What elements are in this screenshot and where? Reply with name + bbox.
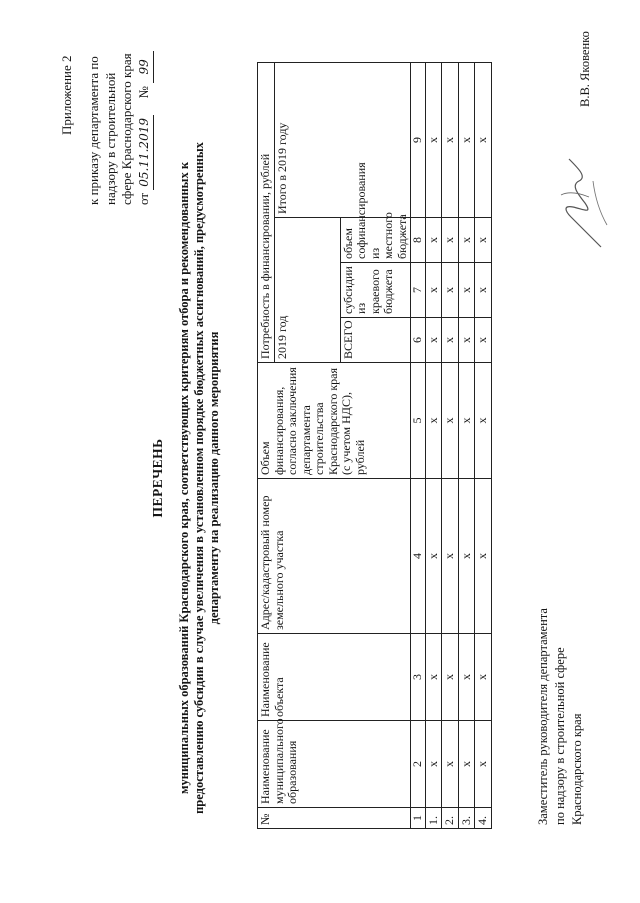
date-prefix: от [135, 192, 151, 205]
column-number: 4 [411, 479, 426, 634]
table-cell: х [442, 634, 459, 721]
column-number: 1 [411, 808, 426, 829]
table-cell: 3. [458, 808, 475, 829]
table-cell: х [425, 479, 442, 634]
table-cell: х [475, 318, 492, 363]
table-cell: х [458, 363, 475, 479]
table-cell: х [458, 62, 475, 217]
table-cell: х [425, 263, 442, 318]
heading-line-1: муниципальных образований Краснодарского края, соответствующих критериям отбора и рекомендованных к [177, 161, 191, 795]
column-number: 3 [411, 634, 426, 721]
table-row [425, 62, 442, 828]
header-volume: Объем финансирования, согласно заключения департамента строительства Краснодарского края (с учетом НДС), рублей [258, 363, 411, 479]
table-cell: х [425, 721, 442, 808]
table-cell: х [475, 218, 492, 263]
header-need: Потребность в финансировании, рублей [258, 62, 275, 362]
table-cell: х [442, 318, 459, 363]
signatory-name: В.В. Яковенко [578, 31, 592, 107]
header-subsidy: субсидии из краевого бюджета [340, 263, 411, 318]
table-cell: х [458, 634, 475, 721]
header-total: ВСЕГО [340, 318, 411, 363]
heading-title: ПЕРЕЧЕНЬ [150, 438, 165, 518]
table-cell: х [425, 62, 442, 217]
heading-line-3: департаменту на реализацию данного мероприятия [207, 331, 221, 625]
table-cell: х [442, 721, 459, 808]
table-row [458, 62, 475, 828]
table-cell: х [442, 479, 459, 634]
column-number: 9 [411, 62, 426, 217]
header-year: 2019 год [274, 218, 340, 363]
table-cell: х [458, 263, 475, 318]
table-cell: х [475, 721, 492, 808]
table-cell: х [458, 318, 475, 363]
table-cell: х [425, 318, 442, 363]
header-municipality: Наименование муниципального образования [258, 721, 411, 808]
column-number: 6 [411, 318, 426, 363]
municipalities-table [257, 62, 492, 829]
annex-reference [85, 51, 151, 205]
signatory-position-line-1: Заместитель руководителя департамента [536, 608, 550, 825]
table-cell: х [442, 363, 459, 479]
table-row [442, 62, 459, 828]
table-cell: х [425, 218, 442, 263]
column-number: 5 [411, 363, 426, 479]
column-number: 8 [411, 218, 426, 263]
document-heading [150, 113, 222, 843]
handwritten-signature-icon [549, 145, 619, 255]
signatory-position-line-3: Краснодарского края [570, 713, 584, 825]
handwritten-date: 05.11.2019 [136, 115, 154, 190]
table-cell: 1. [425, 808, 442, 829]
annex-line-3: сфере Краснодарского края [119, 53, 134, 205]
annex-title: Приложение 2 [59, 55, 74, 135]
annex-line-1: к приказу департамента по [86, 56, 101, 205]
table-cell: 4. [475, 808, 492, 829]
column-number: 2 [411, 721, 426, 808]
header-object: Наименование объекта [258, 634, 411, 721]
header-address: Адрес/кадастровый номер земельного участка [258, 479, 411, 634]
header-total-year: Итого в 2019 году [274, 62, 411, 217]
signatory-position [535, 608, 586, 825]
table-cell: х [442, 263, 459, 318]
table-cell: х [475, 479, 492, 634]
table-cell: х [442, 218, 459, 263]
handwritten-number: 99 [136, 51, 154, 83]
signatory-position-line-2: по надзору в строительной сфере [553, 647, 567, 825]
header-cofinance: объем софинансирования из местного бюджета [340, 218, 411, 263]
table-row [475, 62, 492, 828]
table-cell: х [442, 62, 459, 217]
table-cell: х [425, 363, 442, 479]
header-num: № [258, 808, 411, 829]
table-cell: х [475, 634, 492, 721]
number-prefix: № [135, 86, 151, 99]
annex-line-2: надзору в строительной [102, 72, 118, 205]
column-number-row [411, 62, 426, 828]
annex-date-line [135, 51, 152, 205]
table-cell: х [425, 634, 442, 721]
table-cell: х [458, 479, 475, 634]
table-cell: х [458, 721, 475, 808]
table-cell: х [475, 62, 492, 217]
table-cell: х [475, 263, 492, 318]
table-cell: х [458, 218, 475, 263]
table-cell: х [475, 363, 492, 479]
table-cell: 2. [442, 808, 459, 829]
heading-line-2: предоставлению субсидии в случае увеличения в установленном порядке бюджетных ассигнований, предусмотренных [192, 142, 206, 814]
column-number: 7 [411, 263, 426, 318]
